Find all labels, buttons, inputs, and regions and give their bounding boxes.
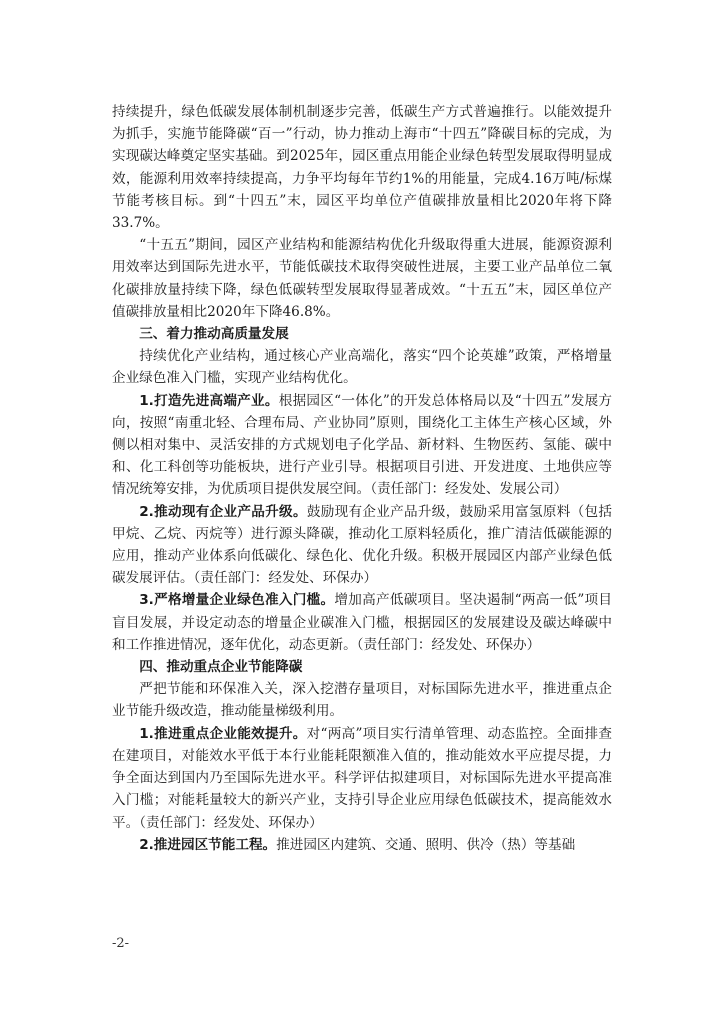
item-4-1-text: 对“两高”项目实行清单管理、动态监控。全面排查在建项目，对能效水平低于本行业能耗限额准入值的，推动能效水平应提尽提，力争全面达到国内乃至国际先进水平。科学评估拟建项目，对标国际先进水平提高准入门槛；对能耗量较大的新兴产业，支持引导企业应用绿色低碳技术，提高能效水平。（责任部门：经发处、环保办） [112,725,612,831]
page-number: -2- [112,936,130,951]
section-heading-3: 三、着力推动高质量发展 [139,326,289,343]
item-4-1 [112,723,612,834]
item-3-3-lead: 3.严格增量企业绿色准入门槛。 [139,592,335,609]
item-3-2-text: 鼓励现有企业产品升级，鼓励采用富氢原料（包括甲烷、乙烷、丙烷等）进行源头降碳，推动化工原料轻质化，推广清洁低碳能源的应用，推动产业体系向低碳化、绿色化、优化升级。积极开展园区内部产业绿色低碳发展评估。（责任部门：经发处、环保办） [112,503,613,587]
item-4-2-text: 推进园区内建筑、交通、照明、供冷（热）等基础 [276,836,576,853]
item-3-1-text: 根据园区“一体化”的开发总体格局以及“十四五”发展方向，按照“南重北轻、合理布局、产业协同”原则，围绕化工主体生产核心区域，外侧以相对集中、灵活安排的方式规划电子化学品、新材料、生物医药、氢能、碳中和、化工科创等功能板块，进行产业引导。根据项目引进、开发进度、土地供应等情况统筹安排，为优质项目提供发展空间。（责任部门：经发处、发展公司） [112,392,613,498]
paragraph-15th-fyp-targets: “十五五”期间，园区产业结构和能源结构优化升级取得重大进展，能源资源利用效率达到国际先进水平，节能低碳技术取得突破性进展，主要工业产品单位二氧化碳排放量持续下降，绿色低碳转型发展取得显著成效。“十五五”末，园区单位产值碳排放量相比2020年下降46.8%。 [112,237,612,320]
item-3-2 [112,501,612,590]
item-4-2-lead: 2.推进园区节能工程。 [139,836,277,853]
paragraph-continued-targets: 持续提升，绿色低碳发展体制机制逐步完善，低碳生产方式普遍推行。以能效提升为抓手，实施节能降碳“百一”行动，协力推动上海市“十四五”降碳目标的完成，为实现碳达峰奠定坚实基础。到2025年，园区重点用能企业绿色转型发展取得明显成效，能源利用效率持续提高，力争平均每年节约1%的用能量，完成4.16万吨/标煤节能考核目标。到“十四五”末，园区平均单位产值碳排放量相比2020年将下降33.7%。 [112,104,612,232]
item-4-1-lead: 1.推进重点企业能效提升。 [139,725,307,742]
item-4-2 [112,834,612,856]
paragraph-section4-intro: 严把节能和环保准入关，深入挖潜存量项目，对标国际先进水平，推进重点企业节能升级改造，推动能量梯级利用。 [112,681,612,720]
item-3-1 [112,390,612,501]
item-3-2-lead: 2.推动现有企业产品升级。 [139,503,307,520]
document-body [112,101,612,856]
item-3-3 [112,589,612,656]
item-3-1-lead: 1.打造先进高端产业。 [139,392,279,409]
item-3-3-text: 增加高产低碳项目。坚决遏制“两高一低”项目盲目发展，并设定动态的增量企业碳准入门槛，根据园区的发展建设及碳达峰碳中和工作推进情况，逐年优化，动态更新。（责任部门：经发处、环保办） [112,592,612,653]
section-heading-4: 四、推动重点企业节能降碳 [139,659,303,676]
paragraph-section3-intro: 持续优化产业结构，通过核心产业高端化，落实“四个论英雄”政策，严格增量企业绿色准入门槛，实现产业结构优化。 [112,348,612,387]
